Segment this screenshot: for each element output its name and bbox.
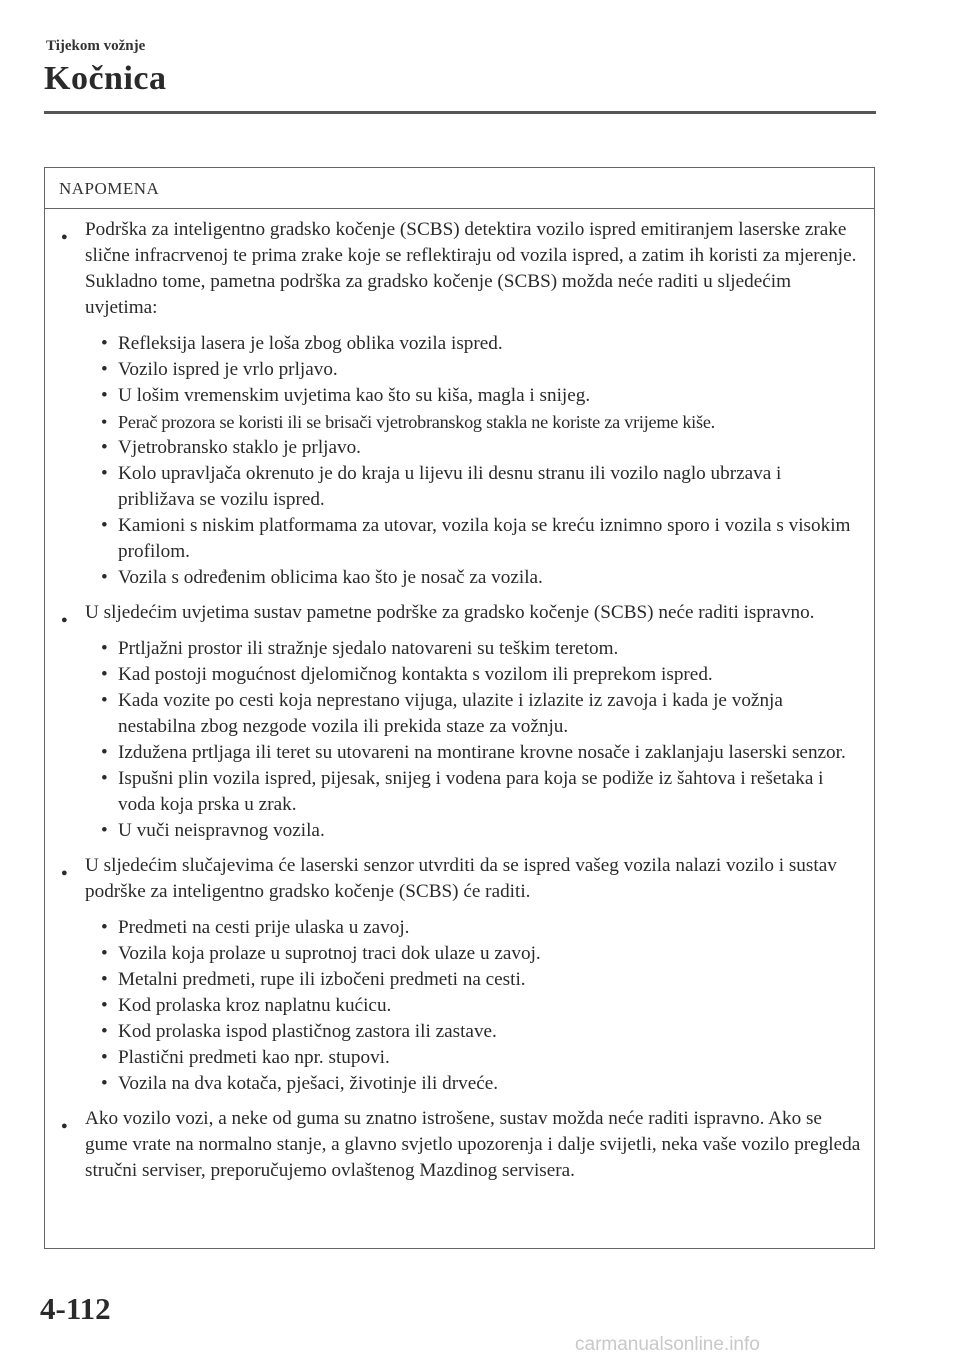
list-item-text: Vozila na dva kotača, pješaci, životinje ili drveće. bbox=[118, 1073, 499, 1094]
bullet-icon: • bbox=[101, 917, 108, 938]
list-item bbox=[85, 435, 862, 461]
list-item-text: Kolo upravljača okrenuto je do kraja u lijevu ili desnu stranu ili vozilo naglo ubrzava i približava se vozilu ispred. bbox=[118, 463, 782, 510]
list-item-text: Plastični predmeti kao npr. stupovi. bbox=[118, 1047, 390, 1068]
watermark: carmanualsonline.info bbox=[575, 1334, 760, 1355]
list-item bbox=[85, 740, 862, 766]
bullet-icon: • bbox=[101, 385, 108, 406]
bullet-icon: • bbox=[101, 1021, 108, 1042]
list-item-text: Kod prolaska ispod plastičnog zastora ili zastave. bbox=[118, 1021, 497, 1042]
bullet-icon: • bbox=[101, 359, 108, 380]
list-item-text: Kada vozite po cesti koja neprestano vijuga, ulazite i izlazite iz zavoja i kada je vožnja nestabilna zbog nezgode vozila ili prekida staze za vožnju. bbox=[118, 690, 783, 737]
list-item-text: Ispušni plin vozila ispred, pijesak, snijeg i vodena para koja se podiže iz šahtova i rešetaka i voda koja prska u zrak. bbox=[118, 768, 824, 815]
list-item-text: Izdužena prtljaga ili teret su utovareni na montirane krovne nosače i zaklanjaju laserski senzor. bbox=[118, 742, 846, 763]
bullet-icon: • bbox=[101, 1047, 108, 1068]
bullet-icon: • bbox=[101, 742, 108, 763]
bullet-icon: • bbox=[101, 664, 108, 685]
sub-list bbox=[85, 636, 862, 844]
note-item-text: Ako vozilo vozi, a neke od guma su znatno istrošene, sustav možda neće raditi ispravno. Ako se gume vrate na normalno stanje, a glavno svjetlo upozorenja i dalje svijetli, neka vaše vozilo pregleda stručni serviser, preporučujemo ovlaštenog Mazdinog servisera. bbox=[85, 1108, 861, 1181]
list-item bbox=[85, 565, 862, 591]
list-item bbox=[85, 818, 862, 844]
bullet-dot-icon: ● bbox=[61, 231, 68, 243]
list-item bbox=[85, 461, 862, 513]
list-item-text: Kamioni s niskim platformama za utovar, vozila koja se kreću iznimno sporo i vozila s visokim profilom. bbox=[118, 515, 851, 562]
bullet-dot-icon: ● bbox=[61, 614, 68, 626]
bullet-dot-icon: ● bbox=[61, 1120, 68, 1132]
list-item bbox=[85, 766, 862, 818]
bullet-icon: • bbox=[101, 437, 108, 458]
list-item-text: Vozila s određenim oblicima kao što je nosač za vozila. bbox=[118, 567, 543, 588]
note-item bbox=[59, 1106, 862, 1184]
section-label: Tijekom vožnje bbox=[46, 38, 146, 54]
page-title: Kočnica bbox=[44, 60, 167, 97]
list-item-text: U lošim vremenskim uvjetima kao što su kiša, magla i snijeg. bbox=[118, 385, 591, 406]
list-item bbox=[85, 383, 862, 409]
list-item bbox=[85, 688, 862, 740]
list-item bbox=[85, 357, 862, 383]
list-item-text: Prtljažni prostor ili stražnje sjedalo natovareni su teškim teretom. bbox=[118, 638, 619, 659]
list-item bbox=[85, 409, 862, 435]
list-item bbox=[85, 636, 862, 662]
list-item bbox=[85, 1071, 862, 1097]
title-divider bbox=[44, 111, 876, 114]
note-item bbox=[59, 600, 862, 844]
bullet-icon: • bbox=[101, 333, 108, 354]
bullet-icon: • bbox=[101, 515, 108, 536]
bullet-icon: • bbox=[101, 820, 108, 841]
list-item-text: Vozila koja prolaze u suprotnoj traci dok ulaze u zavoj. bbox=[118, 943, 541, 964]
bullet-icon: • bbox=[101, 995, 108, 1016]
note-item-text: Podrška za inteligentno gradsko kočenje (SCBS) detektira vozilo ispred emitiranjem laserske zrake slične infracrvenoj te prima zrake koje se reflektiraju od vozila ispred, a zatim ih koristi za mjerenje. Sukladno tome, pametna podrška za gradsko kočenje (SCBS) možda neće raditi u sljedećim uvjetima: bbox=[85, 219, 857, 318]
note-box bbox=[44, 167, 875, 1249]
bullet-dot-icon: ● bbox=[61, 867, 68, 879]
bullet-icon: • bbox=[101, 969, 108, 990]
list-item-text: U vuči neispravnog vozila. bbox=[118, 820, 325, 841]
bullet-icon: • bbox=[101, 638, 108, 659]
list-item bbox=[85, 967, 862, 993]
sub-list bbox=[85, 915, 862, 1097]
page-number: 4-112 bbox=[40, 1291, 111, 1326]
note-heading: NAPOMENA bbox=[45, 168, 874, 209]
sub-list bbox=[85, 331, 862, 591]
list-item bbox=[85, 915, 862, 941]
list-item bbox=[85, 513, 862, 565]
bullet-icon: • bbox=[101, 412, 108, 432]
bullet-icon: • bbox=[101, 1073, 108, 1094]
list-item-text: Kad postoji mogućnost djelomičnog kontakta s vozilom ili preprekom ispred. bbox=[118, 664, 713, 685]
bullet-icon: • bbox=[101, 943, 108, 964]
list-item-text: Refleksija lasera je loša zbog oblika vozila ispred. bbox=[118, 333, 503, 354]
bullet-icon: • bbox=[101, 463, 108, 484]
bullet-icon: • bbox=[101, 690, 108, 711]
list-item bbox=[85, 941, 862, 967]
list-item-text: Predmeti na cesti prije ulaska u zavoj. bbox=[118, 917, 410, 938]
note-item bbox=[59, 853, 862, 1097]
list-item-text: Kod prolaska kroz naplatnu kućicu. bbox=[118, 995, 392, 1016]
note-item-text: U sljedećim uvjetima sustav pametne podrške za gradsko kočenje (SCBS) neće raditi ispravno. bbox=[85, 602, 815, 623]
list-item-text: Vjetrobransko staklo je prljavo. bbox=[118, 437, 361, 458]
list-item bbox=[85, 993, 862, 1019]
list-item bbox=[85, 331, 862, 357]
list-item-text: Metalni predmeti, rupe ili izbočeni predmeti na cesti. bbox=[118, 969, 526, 990]
list-item-text: Vozilo ispred je vrlo prljavo. bbox=[118, 359, 338, 380]
list-item bbox=[85, 662, 862, 688]
bullet-icon: • bbox=[101, 567, 108, 588]
bullet-icon: • bbox=[101, 768, 108, 789]
note-item-text: U sljedećim slučajevima će laserski senzor utvrditi da se ispred vašeg vozila nalazi vozilo i sustav podrške za inteligentno gradsko kočenje (SCBS) će raditi. bbox=[85, 855, 837, 902]
list-item bbox=[85, 1019, 862, 1045]
list-item-text: Perač prozora se koristi ili se brisači vjetrobranskog stakla ne koriste za vrijeme kiše. bbox=[118, 412, 715, 432]
note-body bbox=[45, 209, 874, 1184]
note-item bbox=[59, 217, 862, 591]
list-item bbox=[85, 1045, 862, 1071]
